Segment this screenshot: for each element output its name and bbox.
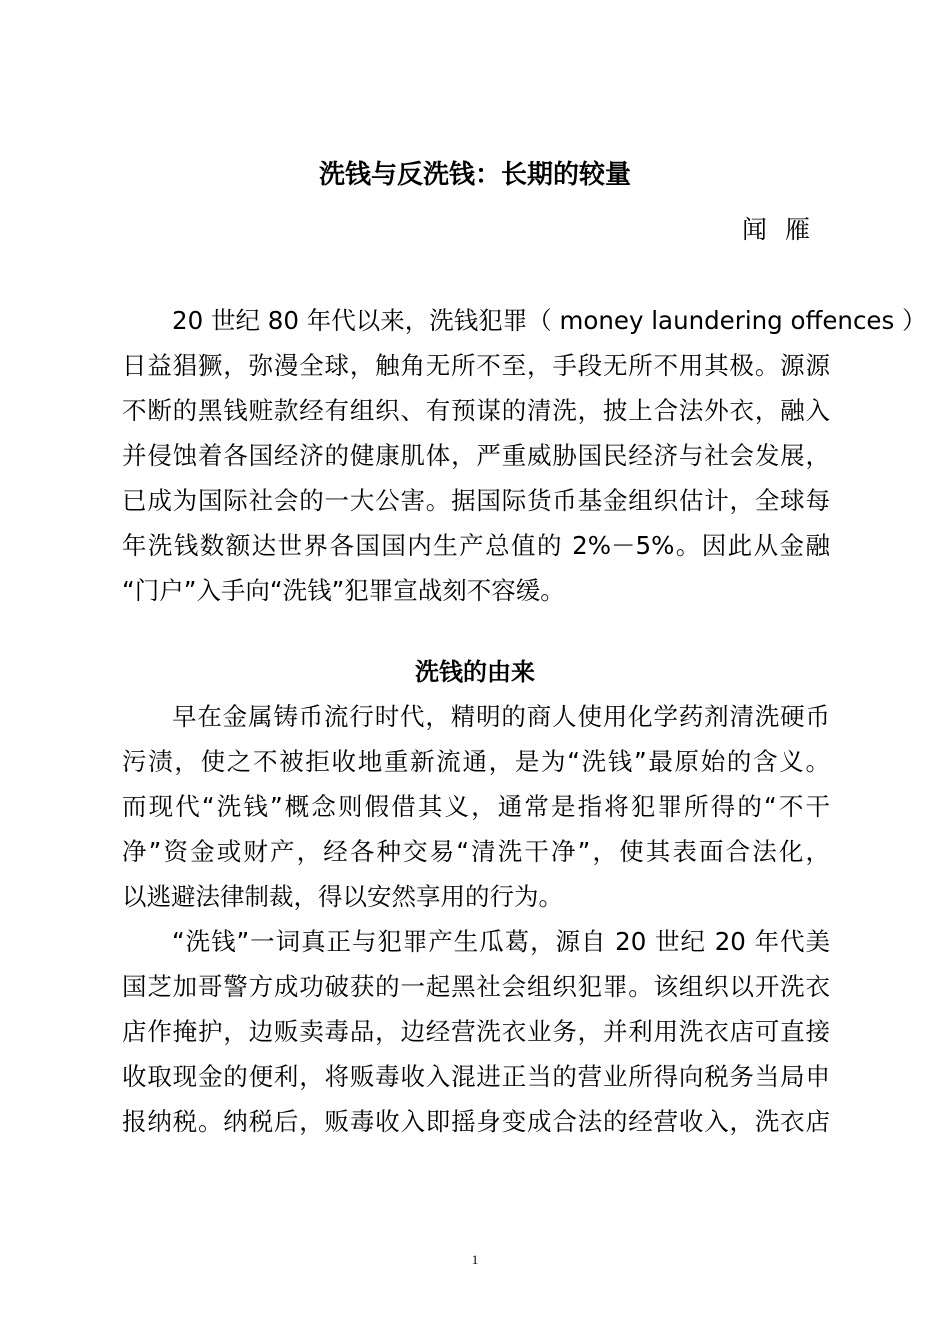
- paragraph-line: 店作掩护，边贩卖毒品，边经营洗衣业务，并利用洗衣店可直接: [122, 1017, 830, 1046]
- section-heading: 洗钱的由来: [415, 658, 535, 686]
- paragraph-line: 收取现金的便利，将贩毒收入混进正当的营业所得向税务当局申: [122, 1062, 830, 1091]
- author-name: 闻雁: [741, 215, 828, 244]
- history-paragraph: [122, 919, 830, 1144]
- origin-paragraph: [122, 694, 830, 919]
- paragraph-line: 而现代“洗钱”概念则假借其义，通常是指将犯罪所得的“不干: [122, 792, 830, 821]
- paragraph-line: 年洗钱数额达世界各国国内生产总值的 2%－5%。因此从金融: [122, 531, 830, 560]
- paragraph-line: “洗钱”一词真正与犯罪产生瓜葛，源自 20 世纪 20 年代美: [172, 927, 830, 956]
- paragraph-line: “门户”入手向“洗钱”犯罪宣战刻不容缓。: [122, 576, 565, 605]
- paragraph-line: 已成为国际社会的一大公害。据国际货币基金组织估计，全球每: [122, 486, 830, 515]
- paragraph-line: 早在金属铸币流行时代，精明的商人使用化学药剂清洗硬币: [172, 702, 830, 731]
- paragraph-line: 并侵蚀着各国经济的健康肌体，严重威胁国民经济与社会发展，: [122, 441, 830, 470]
- intro-paragraph: [122, 298, 927, 613]
- paragraph-line: 不断的黑钱赃款经有组织、有预谋的清洗，披上合法外衣，融入: [122, 396, 830, 425]
- paragraph-line: 污渍，使之不被拒收地重新流通，是为“洗钱”最原始的含义。: [122, 747, 830, 776]
- paragraph-line: 报纳税。纳税后，贩毒收入即摇身变成合法的经营收入，洗衣店: [122, 1107, 830, 1136]
- paragraph-line: 日益猖獗，弥漫全球，触角无所不至，手段无所不用其极。源源: [122, 351, 830, 380]
- paragraph-line: 以逃避法律制裁，得以安然享用的行为。: [122, 882, 563, 911]
- paragraph-line: 20 世纪 80 年代以来，洗钱犯罪（ money laundering offences ）: [172, 306, 927, 335]
- page-number: 1: [471, 1252, 479, 1267]
- document-title: 洗钱与反洗钱：长期的较量: [318, 160, 631, 190]
- paragraph-line: 国芝加哥警方成功破获的一起黑社会组织犯罪。该组织以开洗衣: [122, 972, 830, 1001]
- paragraph-line: 净”资金或财产，经各种交易“清洗干净”，使其表面合法化，: [122, 837, 830, 866]
